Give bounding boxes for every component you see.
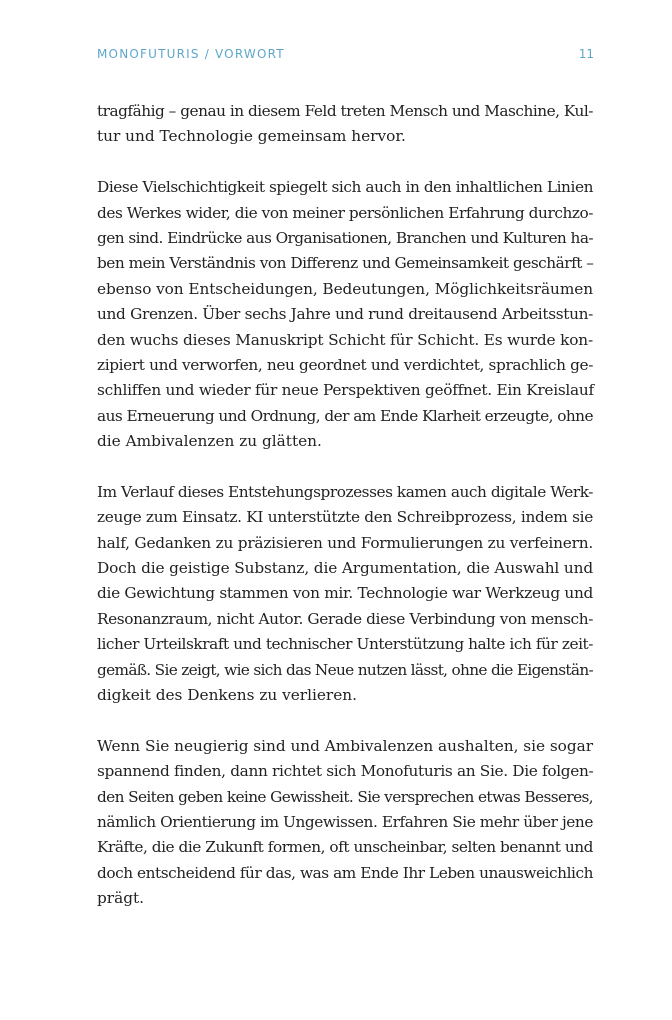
text-line: den Seiten geben keine Gewissheit. Sie versprechen etwas Besseres,	[97, 787, 593, 806]
page-header	[97, 47, 594, 65]
paragraph	[97, 175, 593, 454]
page-number: 11	[578, 47, 594, 61]
text-line: gen sind. Eindrücke aus Organisationen, Branchen und Kulturen ha-	[97, 228, 593, 247]
text-line: gemäß. Sie zeigt, wie sich das Neue nutzen lässt, ohne die Eigenstän-	[97, 660, 593, 679]
text-line: und Grenzen. Über sechs Jahre und rund dreitausend Arbeitsstun-	[97, 305, 593, 324]
text-line: den wuchs dieses Manuskript Schicht für Schicht. Es wurde kon-	[97, 330, 593, 349]
text-line: ebenso von Entscheidungen, Bedeutungen, Möglichkeitsräumen	[97, 279, 593, 298]
text-line: Doch die geistige Substanz, die Argumentation, die Auswahl und	[97, 559, 593, 578]
text-line: digkeit des Denkens zu verlieren.	[97, 685, 358, 704]
text-line: nämlich Orientierung im Ungewissen. Erfahren Sie mehr über jene	[97, 812, 593, 831]
text-line: des Werkes wider, die von meiner persönlichen Erfahrung durchzo-	[97, 203, 593, 222]
text-line: licher Urteilskraft und technischer Unterstützung halte ich für zeit-	[97, 635, 593, 654]
running-head: MONOFUTURIS / VORWORT	[97, 47, 285, 61]
text-line: zeuge zum Einsatz. KI unterstützte den Schreibprozess, indem sie	[97, 508, 593, 527]
text-line: zipiert und verworfen, neu geordnet und verdichtet, sprachlich ge-	[97, 355, 593, 374]
text-line: spannend finden, dann richtet sich Monofuturis an Sie. Die folgen-	[97, 762, 594, 781]
text-line: Diese Vielschichtigkeit spiegelt sich auch in den inhaltlichen Linien	[97, 178, 593, 197]
text-line: Wenn Sie neugierig sind und Ambivalenzen aushalten, sie sogar	[97, 736, 593, 755]
text-line: tragfähig – genau in diesem Feld treten Mensch und Maschine, Kul-	[97, 102, 593, 120]
text-line: half, Gedanken zu präzisieren und Formulierungen zu verfeinern.	[97, 533, 593, 552]
paragraph	[97, 734, 593, 912]
text-line: Resonanzraum, nicht Autor. Gerade diese Verbindung von mensch-	[97, 609, 593, 628]
text-line: die Ambivalenzen zu glätten.	[97, 432, 322, 451]
text-line: die Gewichtung stammen von mir. Technologie war Werkzeug und	[97, 584, 593, 603]
text-line: ben mein Verständnis von Differenz und Gemeinsamkeit geschärft –	[97, 254, 594, 273]
paragraph	[97, 480, 593, 709]
text-line: tur und Technologie gemeinsam hervor.	[97, 127, 406, 146]
text-line: Im Verlauf dieses Entstehungsprozesses kamen auch digitale Werk-	[97, 482, 593, 501]
body-text	[97, 99, 593, 937]
text-line: doch entscheidend für das, was am Ende Ihr Leben unausweichlich	[97, 863, 593, 882]
paragraph	[97, 99, 593, 150]
text-line: schliffen und wieder für neue Perspektiven geöffnet. Ein Kreislauf	[97, 381, 594, 400]
text-line: Kräfte, die die Zukunft formen, oft unscheinbar, selten benannt und	[97, 838, 593, 857]
text-line: aus Erneuerung und Ordnung, der am Ende Klarheit erzeugte, ohne	[97, 406, 593, 425]
text-line: prägt.	[97, 889, 145, 908]
